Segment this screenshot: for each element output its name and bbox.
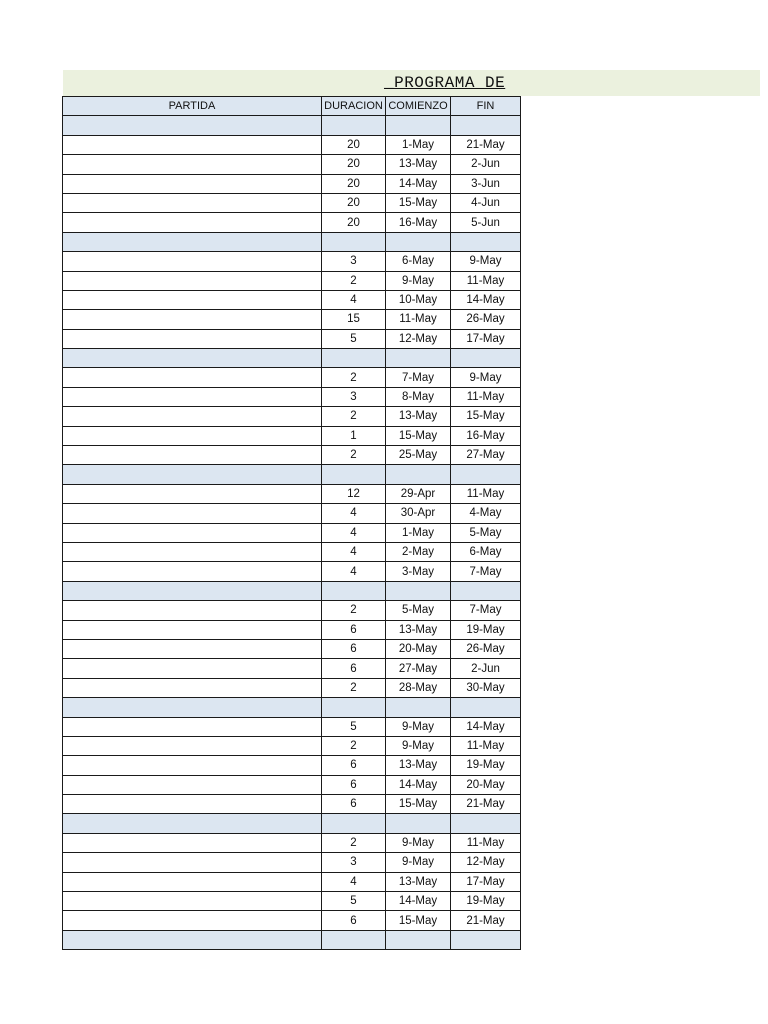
section-row xyxy=(63,814,521,833)
section-cell[interactable] xyxy=(386,232,451,251)
schedule-table xyxy=(62,96,521,950)
section-cell[interactable] xyxy=(451,930,521,949)
table-row xyxy=(63,639,521,658)
section-row xyxy=(63,116,521,135)
table-row xyxy=(63,620,521,639)
duracion-cell[interactable]: 6 xyxy=(322,659,386,678)
duracion-cell[interactable]: 2 xyxy=(322,368,386,387)
section-cell[interactable] xyxy=(451,349,521,368)
fin-cell[interactable]: 5-May xyxy=(451,523,521,542)
table-row xyxy=(63,155,521,174)
partida-cell[interactable] xyxy=(63,446,322,465)
comienzo-cell[interactable]: 13-May xyxy=(386,620,451,639)
partida-cell[interactable] xyxy=(63,678,322,697)
section-cell[interactable] xyxy=(386,581,451,600)
fin-cell[interactable]: 17-May xyxy=(451,329,521,348)
comienzo-cell[interactable]: 2-May xyxy=(386,542,451,561)
partida-cell[interactable] xyxy=(63,387,322,406)
partida-cell[interactable] xyxy=(63,892,322,911)
comienzo-cell[interactable]: 13-May xyxy=(386,756,451,775)
fin-cell[interactable]: 5-Jun xyxy=(451,213,521,232)
duracion-cell[interactable]: 20 xyxy=(322,135,386,154)
comienzo-cell[interactable]: 9-May xyxy=(386,717,451,736)
section-cell[interactable] xyxy=(451,581,521,600)
fin-cell[interactable]: 11-May xyxy=(451,833,521,852)
comienzo-cell[interactable]: 6-May xyxy=(386,252,451,271)
fin-cell[interactable]: 17-May xyxy=(451,872,521,891)
table-row xyxy=(63,833,521,852)
comienzo-cell[interactable]: 15-May xyxy=(386,911,451,930)
comienzo-cell[interactable]: 9-May xyxy=(386,736,451,755)
table-row xyxy=(63,174,521,193)
duracion-cell[interactable]: 20 xyxy=(322,155,386,174)
comienzo-cell[interactable]: 13-May xyxy=(386,407,451,426)
comienzo-cell[interactable]: 13-May xyxy=(386,872,451,891)
fin-cell[interactable]: 21-May xyxy=(451,795,521,814)
table-row xyxy=(63,290,521,309)
section-row xyxy=(63,698,521,717)
comienzo-cell[interactable]: 28-May xyxy=(386,678,451,697)
fin-cell[interactable]: 16-May xyxy=(451,426,521,445)
duracion-cell[interactable]: 6 xyxy=(322,639,386,658)
comienzo-cell[interactable]: 15-May xyxy=(386,795,451,814)
fin-cell[interactable]: 11-May xyxy=(451,387,521,406)
duracion-cell[interactable]: 2 xyxy=(322,407,386,426)
section-cell[interactable] xyxy=(322,814,386,833)
comienzo-cell[interactable]: 27-May xyxy=(386,659,451,678)
duracion-cell[interactable]: 4 xyxy=(322,523,386,542)
fin-cell[interactable]: 11-May xyxy=(451,271,521,290)
partida-cell[interactable] xyxy=(63,523,322,542)
section-row xyxy=(63,581,521,600)
section-cell[interactable] xyxy=(451,465,521,484)
partida-cell[interactable] xyxy=(63,853,322,872)
duracion-cell[interactable]: 5 xyxy=(322,717,386,736)
fin-cell[interactable]: 7-May xyxy=(451,601,521,620)
duracion-cell[interactable]: 4 xyxy=(322,562,386,581)
section-cell[interactable] xyxy=(386,814,451,833)
table-row xyxy=(63,446,521,465)
partida-cell[interactable] xyxy=(63,426,322,445)
section-cell[interactable] xyxy=(322,581,386,600)
fin-cell[interactable]: 15-May xyxy=(451,407,521,426)
fin-cell[interactable]: 30-May xyxy=(451,678,521,697)
partida-cell[interactable] xyxy=(63,717,322,736)
table-row xyxy=(63,213,521,232)
section-row xyxy=(63,349,521,368)
section-cell[interactable] xyxy=(451,698,521,717)
comienzo-cell[interactable]: 12-May xyxy=(386,329,451,348)
header-row xyxy=(63,97,521,116)
table-row xyxy=(63,523,521,542)
duracion-cell[interactable]: 6 xyxy=(322,620,386,639)
partida-cell[interactable] xyxy=(63,193,322,212)
table-row xyxy=(63,892,521,911)
comienzo-cell[interactable]: 14-May xyxy=(386,892,451,911)
comienzo-cell[interactable]: 7-May xyxy=(386,368,451,387)
table-row xyxy=(63,756,521,775)
section-row xyxy=(63,930,521,949)
duracion-cell[interactable]: 6 xyxy=(322,911,386,930)
fin-cell[interactable]: 14-May xyxy=(451,290,521,309)
fin-cell[interactable]: 11-May xyxy=(451,484,521,503)
comienzo-cell[interactable]: 10-May xyxy=(386,290,451,309)
duracion-cell[interactable]: 4 xyxy=(322,504,386,523)
fin-cell[interactable]: 11-May xyxy=(451,736,521,755)
comienzo-cell[interactable]: 16-May xyxy=(386,213,451,232)
table-row xyxy=(63,542,521,561)
table-row xyxy=(63,853,521,872)
section-cell[interactable] xyxy=(63,116,322,135)
fin-cell[interactable]: 6-May xyxy=(451,542,521,561)
partida-cell[interactable] xyxy=(63,252,322,271)
duracion-cell[interactable]: 2 xyxy=(322,678,386,697)
partida-cell[interactable] xyxy=(63,562,322,581)
table-row xyxy=(63,329,521,348)
fin-cell[interactable]: 19-May xyxy=(451,756,521,775)
table-row xyxy=(63,911,521,930)
section-row xyxy=(63,232,521,251)
comienzo-cell[interactable]: 14-May xyxy=(386,174,451,193)
comienzo-cell[interactable]: 14-May xyxy=(386,775,451,794)
fin-cell[interactable]: 7-May xyxy=(451,562,521,581)
fin-cell[interactable]: 2-Jun xyxy=(451,155,521,174)
duracion-cell[interactable]: 3 xyxy=(322,387,386,406)
duracion-cell[interactable]: 5 xyxy=(322,329,386,348)
fin-cell[interactable]: 26-May xyxy=(451,310,521,329)
table-row xyxy=(63,717,521,736)
fin-cell[interactable]: 2-Jun xyxy=(451,659,521,678)
fin-cell[interactable]: 3-Jun xyxy=(451,174,521,193)
table-row xyxy=(63,310,521,329)
partida-cell[interactable] xyxy=(63,484,322,503)
section-cell[interactable] xyxy=(63,930,322,949)
table-row xyxy=(63,601,521,620)
section-cell[interactable] xyxy=(322,465,386,484)
fin-cell[interactable]: 4-Jun xyxy=(451,193,521,212)
fin-cell[interactable]: 19-May xyxy=(451,892,521,911)
partida-cell[interactable] xyxy=(63,135,322,154)
partida-cell[interactable] xyxy=(63,620,322,639)
partida-cell[interactable] xyxy=(63,310,322,329)
header-duracion[interactable]: DURACION xyxy=(322,97,386,116)
partida-cell[interactable] xyxy=(63,639,322,658)
section-cell[interactable] xyxy=(63,814,322,833)
section-cell[interactable] xyxy=(451,232,521,251)
table-row xyxy=(63,368,521,387)
duracion-cell[interactable]: 12 xyxy=(322,484,386,503)
comienzo-cell[interactable]: 1-May xyxy=(386,135,451,154)
table-row xyxy=(63,775,521,794)
partida-cell[interactable] xyxy=(63,775,322,794)
section-cell[interactable] xyxy=(322,232,386,251)
comienzo-cell[interactable]: 15-May xyxy=(386,426,451,445)
section-cell[interactable] xyxy=(63,698,322,717)
section-cell[interactable] xyxy=(386,116,451,135)
fin-cell[interactable]: 19-May xyxy=(451,620,521,639)
duracion-cell[interactable]: 4 xyxy=(322,290,386,309)
comienzo-cell[interactable]: 13-May xyxy=(386,155,451,174)
comienzo-cell[interactable]: 25-May xyxy=(386,446,451,465)
partida-cell[interactable] xyxy=(63,659,322,678)
fin-cell[interactable]: 26-May xyxy=(451,639,521,658)
table-row xyxy=(63,736,521,755)
partida-cell[interactable] xyxy=(63,271,322,290)
duracion-cell[interactable]: 20 xyxy=(322,213,386,232)
duracion-cell[interactable]: 20 xyxy=(322,174,386,193)
duracion-cell[interactable]: 4 xyxy=(322,872,386,891)
duracion-cell[interactable]: 2 xyxy=(322,271,386,290)
fin-cell[interactable]: 9-May xyxy=(451,252,521,271)
table-row xyxy=(63,426,521,445)
duracion-cell[interactable]: 2 xyxy=(322,736,386,755)
section-cell[interactable] xyxy=(63,465,322,484)
table-row xyxy=(63,678,521,697)
table-row xyxy=(63,659,521,678)
duracion-cell[interactable]: 2 xyxy=(322,601,386,620)
table-row xyxy=(63,504,521,523)
duracion-cell[interactable]: 20 xyxy=(322,193,386,212)
section-cell[interactable] xyxy=(386,349,451,368)
section-cell[interactable] xyxy=(322,930,386,949)
duracion-cell[interactable]: 4 xyxy=(322,542,386,561)
table-row xyxy=(63,562,521,581)
comienzo-cell[interactable]: 9-May xyxy=(386,853,451,872)
fin-cell[interactable]: 20-May xyxy=(451,775,521,794)
partida-cell[interactable] xyxy=(63,795,322,814)
section-cell[interactable] xyxy=(322,116,386,135)
partida-cell[interactable] xyxy=(63,542,322,561)
partida-cell[interactable] xyxy=(63,290,322,309)
partida-cell[interactable] xyxy=(63,911,322,930)
duracion-cell[interactable]: 3 xyxy=(322,853,386,872)
comienzo-cell[interactable]: 9-May xyxy=(386,833,451,852)
comienzo-cell[interactable]: 29-Apr xyxy=(386,484,451,503)
partida-cell[interactable] xyxy=(63,368,322,387)
page-title: _PROGRAMA DE xyxy=(384,74,506,92)
section-cell[interactable] xyxy=(451,116,521,135)
fin-cell[interactable]: 9-May xyxy=(451,368,521,387)
table-row xyxy=(63,795,521,814)
table-row xyxy=(63,252,521,271)
table-row xyxy=(63,484,521,503)
comienzo-cell[interactable]: 20-May xyxy=(386,639,451,658)
table-row xyxy=(63,135,521,154)
section-cell[interactable] xyxy=(322,698,386,717)
section-cell[interactable] xyxy=(63,349,322,368)
section-row xyxy=(63,465,521,484)
section-cell[interactable] xyxy=(386,930,451,949)
table-row xyxy=(63,271,521,290)
duracion-cell[interactable]: 15 xyxy=(322,310,386,329)
fin-cell[interactable]: 21-May xyxy=(451,911,521,930)
comienzo-cell[interactable]: 8-May xyxy=(386,387,451,406)
partida-cell[interactable] xyxy=(63,213,322,232)
fin-cell[interactable]: 12-May xyxy=(451,853,521,872)
table-row xyxy=(63,872,521,891)
section-cell[interactable] xyxy=(451,814,521,833)
duracion-cell[interactable]: 2 xyxy=(322,446,386,465)
partida-cell[interactable] xyxy=(63,872,322,891)
duracion-cell[interactable]: 2 xyxy=(322,833,386,852)
partida-cell[interactable] xyxy=(63,756,322,775)
comienzo-cell[interactable]: 15-May xyxy=(386,193,451,212)
section-cell[interactable] xyxy=(386,698,451,717)
partida-cell[interactable] xyxy=(63,174,322,193)
title-clip xyxy=(63,70,522,96)
comienzo-cell[interactable]: 9-May xyxy=(386,271,451,290)
comienzo-cell[interactable]: 1-May xyxy=(386,523,451,542)
table-row xyxy=(63,387,521,406)
section-cell[interactable] xyxy=(63,581,322,600)
fin-cell[interactable]: 4-May xyxy=(451,504,521,523)
comienzo-cell[interactable]: 11-May xyxy=(386,310,451,329)
section-cell[interactable] xyxy=(322,349,386,368)
partida-cell[interactable] xyxy=(63,407,322,426)
partida-cell[interactable] xyxy=(63,736,322,755)
header-partida[interactable]: PARTIDA xyxy=(63,97,322,116)
fin-cell[interactable]: 21-May xyxy=(451,135,521,154)
comienzo-cell[interactable]: 3-May xyxy=(386,562,451,581)
partida-cell[interactable] xyxy=(63,329,322,348)
duracion-cell[interactable]: 5 xyxy=(322,892,386,911)
section-cell[interactable] xyxy=(386,465,451,484)
fin-cell[interactable]: 14-May xyxy=(451,717,521,736)
partida-cell[interactable] xyxy=(63,833,322,852)
partida-cell[interactable] xyxy=(63,601,322,620)
table-row xyxy=(63,193,521,212)
duracion-cell[interactable]: 6 xyxy=(322,795,386,814)
table-row xyxy=(63,407,521,426)
duracion-cell[interactable]: 3 xyxy=(322,252,386,271)
comienzo-cell[interactable]: 30-Apr xyxy=(386,504,451,523)
partida-cell[interactable] xyxy=(63,155,322,174)
duracion-cell[interactable]: 1 xyxy=(322,426,386,445)
section-cell[interactable] xyxy=(63,232,322,251)
comienzo-cell[interactable]: 5-May xyxy=(386,601,451,620)
duracion-cell[interactable]: 6 xyxy=(322,775,386,794)
fin-cell[interactable]: 27-May xyxy=(451,446,521,465)
header-fin[interactable]: FIN xyxy=(451,97,521,116)
table-body xyxy=(63,116,521,950)
partida-cell[interactable] xyxy=(63,504,322,523)
header-comienzo[interactable]: COMIENZO xyxy=(386,97,451,116)
duracion-cell[interactable]: 6 xyxy=(322,756,386,775)
